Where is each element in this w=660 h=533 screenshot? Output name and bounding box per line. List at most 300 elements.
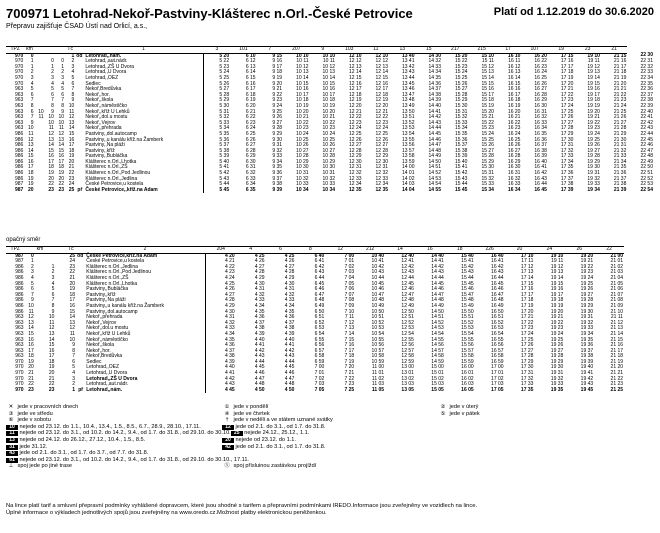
departure-time: 17 18 xyxy=(560,69,574,76)
departure-time: 17 01 xyxy=(491,370,504,377)
column-header: 8 xyxy=(295,247,325,254)
km-value: 5 xyxy=(72,364,76,371)
departure-time: 16 00 xyxy=(461,364,474,371)
departure-flag: př xyxy=(77,186,83,193)
tariff-zone: 963 xyxy=(15,325,24,332)
departure-time: 10 24 xyxy=(322,130,336,137)
departure-time: 12 28 xyxy=(375,147,389,154)
departure-time: 21 10 xyxy=(610,308,624,315)
column-header: TPZ xyxy=(6,47,24,54)
departure-time: 9 38 xyxy=(272,181,283,188)
departure-time: 5 38 xyxy=(219,147,230,154)
stop-name: Klášterec n.Orl.,Pod Jedlinou xyxy=(83,171,203,177)
departure-time: 14 40 xyxy=(428,102,441,109)
departure-time: 6 47 xyxy=(314,291,325,298)
departure-time: 15 30 xyxy=(454,102,468,109)
departure-time: 17 29 xyxy=(560,130,574,137)
departure-time: 19 35 xyxy=(580,336,594,343)
km-value: 4 xyxy=(31,274,34,281)
stop-name: Nekoř,,hor. xyxy=(83,93,203,99)
departure-time: 14 57 xyxy=(431,347,444,354)
departure-time: 4 34 xyxy=(254,302,265,309)
departure-time: 6 20 xyxy=(245,102,256,109)
legend-item xyxy=(222,463,438,470)
column-header xyxy=(55,47,65,54)
departure-time: 17 33 xyxy=(520,381,534,388)
inbound-timetable xyxy=(6,246,654,393)
departure-time: 6 45 xyxy=(314,280,325,287)
km-value: 6 xyxy=(30,108,34,115)
km-value: 10 xyxy=(69,336,76,343)
tariff-zone: 986 xyxy=(14,142,24,149)
departure-time: 7 21 xyxy=(344,370,355,377)
departure-time: 14 37 xyxy=(428,86,441,93)
departure-time: 10 57 xyxy=(371,347,385,354)
legend-text: jede od 2.1. do 3.1., od 1.7. do 31.8. xyxy=(234,443,326,450)
legend-symbol: ④ xyxy=(224,410,230,417)
departure-time: 7 07 xyxy=(344,291,355,298)
departure-time: 12 43 xyxy=(401,269,414,276)
departure-time: 19 10 xyxy=(587,52,600,59)
departure-time: 14 59 xyxy=(431,358,444,365)
departure-time: 21 24 xyxy=(613,102,627,109)
column-header: 217 xyxy=(442,47,468,54)
departure-time: 5 22 xyxy=(219,58,230,65)
km-value: 23 xyxy=(68,175,75,182)
departure-time: 12 40 xyxy=(401,252,414,259)
departure-time: 6 55 xyxy=(314,336,325,343)
km-value: 6 xyxy=(51,91,54,98)
tariff-zone: 986 xyxy=(14,175,24,182)
departure-time: 17 39 xyxy=(560,186,574,193)
departure-time: 10 23 xyxy=(322,125,336,132)
km-value: 17 xyxy=(69,297,76,304)
column-header: 26 xyxy=(564,247,594,254)
departure-time: 6 26 xyxy=(245,136,256,143)
departure-time: 15 21 xyxy=(481,114,494,121)
departure-time: 22 52 xyxy=(640,175,653,182)
km-value: 23 xyxy=(28,386,34,393)
km-value: 19 xyxy=(28,358,34,365)
departure-time: 15 17 xyxy=(481,91,494,98)
tariff-zone: 986 xyxy=(15,286,24,293)
departure-time: 17 23 xyxy=(560,97,574,104)
stop-name: Letohrad,,aut.nádr. xyxy=(83,59,203,65)
departure-time: 12 25 xyxy=(349,130,362,137)
stop-name: Klášterec n.Orl.,ZŠ xyxy=(83,165,203,171)
departure-time: 19 16 xyxy=(587,86,600,93)
departure-time: 10 17 xyxy=(296,91,309,98)
departure-time: 12 15 xyxy=(349,74,362,81)
departure-time: 9 33 xyxy=(272,153,283,160)
departure-time: 16 28 xyxy=(534,91,547,98)
departure-time: 9 16 xyxy=(272,58,283,65)
departure-time: 15 37 xyxy=(454,142,468,149)
departure-time: 10 21 xyxy=(296,114,309,121)
tariff-zone: 986 xyxy=(14,153,24,160)
departure-time: 12 46 xyxy=(401,286,414,293)
departure-time: 13 53 xyxy=(401,125,415,132)
km-value: 20 xyxy=(28,364,34,371)
departure-time: 12 10 xyxy=(349,52,362,59)
departure-time: 10 14 xyxy=(296,74,309,81)
km-value: 24 xyxy=(68,181,75,188)
km-value: 10 xyxy=(38,108,44,115)
departure-time: 17 31 xyxy=(560,142,574,149)
departure-time: 21 15 xyxy=(613,52,627,59)
departure-time: 16 41 xyxy=(534,164,547,171)
validity-period: Platí od 1.12.2019 do 30.6.2020 xyxy=(493,6,654,18)
tariff-zone: 970 xyxy=(14,52,24,59)
departure-time: 4 32 xyxy=(224,319,235,326)
departure-time: 12 47 xyxy=(401,291,414,298)
stop-name: Pastviny,,kříž xyxy=(84,293,206,299)
km-value: 9 xyxy=(31,297,34,304)
departure-time: 16 03 xyxy=(461,381,474,388)
departure-time: 12 12 xyxy=(349,58,362,65)
legend-item xyxy=(438,444,654,451)
km-value: 1 xyxy=(31,258,34,265)
departure-time: 4 46 xyxy=(254,370,265,377)
departure-time: 19 29 xyxy=(580,302,594,309)
departure-time: 19 30 xyxy=(580,308,594,315)
departure-time: 4 42 xyxy=(254,347,265,354)
km-value: 11 xyxy=(38,114,44,121)
departure-time: 21 12 xyxy=(610,319,624,326)
departure-time: 10 27 xyxy=(322,147,336,154)
departure-time: 12 26 xyxy=(375,136,389,143)
departure-time: 4 41 xyxy=(254,342,265,349)
departure-time: 6 53 xyxy=(314,325,325,332)
legend-symbol: 20 xyxy=(222,438,234,443)
stop-name: Nekoř,,dol.u mostu xyxy=(84,326,206,332)
departure-time: 21 25 xyxy=(613,108,627,115)
departure-time: 19 24 xyxy=(580,274,594,281)
departure-time: 4 44 xyxy=(254,358,265,365)
departure-time: 15 26 xyxy=(454,80,468,87)
departure-time: 15 19 xyxy=(481,102,494,109)
departure-time: 5 27 xyxy=(219,86,230,93)
departure-flag: př xyxy=(78,386,84,393)
km-value: 10 xyxy=(48,114,54,121)
departure-time: 14 43 xyxy=(431,269,444,276)
departure-time: 6 41 xyxy=(314,258,325,265)
departure-time: 9 24 xyxy=(272,102,283,109)
departure-time: 17 15 xyxy=(520,280,534,287)
km-value: 3 xyxy=(30,74,34,81)
tariff-zone: 963 xyxy=(15,314,24,321)
departure-time: 22 42 xyxy=(640,119,653,126)
departure-time: 21 22 xyxy=(610,375,624,382)
departure-time: 10 53 xyxy=(371,325,385,332)
legend-symbol: 13 xyxy=(6,438,18,443)
departure-time: 13 40 xyxy=(401,52,415,59)
km-value: 4 xyxy=(51,280,55,287)
tariff-zone: 986 xyxy=(15,274,24,281)
departure-time: 13 43 xyxy=(401,69,415,76)
timetable-header xyxy=(6,6,654,30)
departure-time: 22 41 xyxy=(640,114,653,121)
departure-time: 6 57 xyxy=(314,347,325,354)
km-value: 2 xyxy=(51,69,54,76)
departure-time: 7 13 xyxy=(344,325,355,332)
departure-time: 14 56 xyxy=(431,342,444,349)
departure-time: 17 30 xyxy=(560,136,574,143)
departure-time: 4 28 xyxy=(254,269,265,276)
legend-text: jede od 2.1. do 3.1., od 1.7. do 3.7., od 7.7. do 31.8. xyxy=(18,450,149,457)
departure-time: 17 14 xyxy=(520,274,534,281)
departure-time: 12 31 xyxy=(375,164,389,171)
tariff-zone: 986 xyxy=(14,170,24,177)
departure-time: 15 03 xyxy=(431,381,444,388)
departure-time: 5 32 xyxy=(219,114,230,121)
departure-time: 21 25 xyxy=(610,386,624,393)
departure-time: 14 53 xyxy=(428,175,441,182)
departure-time: 4 27 xyxy=(284,263,295,270)
departure-time: 16 30 xyxy=(507,164,521,171)
departure-time: 6 16 xyxy=(245,80,256,87)
departure-time: 22 36 xyxy=(640,86,653,93)
departure-time: 14 58 xyxy=(431,353,444,360)
departure-time: 14 47 xyxy=(428,142,441,149)
km-value: 10 xyxy=(58,119,65,126)
departure-time: 10 16 xyxy=(322,86,336,93)
legend-item xyxy=(222,450,438,457)
departure-time: 15 11 xyxy=(481,58,494,65)
column-header: 22 xyxy=(594,247,624,254)
departure-time: 19 22 xyxy=(587,119,600,126)
km-value: 16 xyxy=(28,342,34,349)
departure-time: 21 38 xyxy=(613,181,627,188)
km-value: 15 xyxy=(69,308,76,315)
departure-time: 12 25 xyxy=(375,130,389,137)
departure-time: 5 34 xyxy=(219,125,230,132)
departure-time: 16 43 xyxy=(534,175,547,182)
departure-time: 9 37 xyxy=(272,175,283,182)
departure-time: 4 37 xyxy=(224,347,235,354)
departure-time: 15 46 xyxy=(461,286,474,293)
departure-time: 21 03 xyxy=(610,269,624,276)
stop-name: Nekoř,,kříž U Lehků xyxy=(83,110,203,116)
stop-name: Letohrad,,nám. xyxy=(84,388,206,394)
departure-time: 12 35 xyxy=(349,186,362,193)
km-value: 9 xyxy=(51,108,54,115)
departure-time: 17 35 xyxy=(520,386,534,393)
departure-time: 10 28 xyxy=(296,153,309,160)
departure-time: 5 28 xyxy=(219,91,230,98)
km-value: 18 xyxy=(48,164,54,171)
departure-time: 19 36 xyxy=(580,342,594,349)
column-header: 226 xyxy=(475,247,505,254)
km-value: 23 xyxy=(69,263,76,270)
stop-name: Pastviny,,kříž xyxy=(83,149,203,155)
departure-time: 15 22 xyxy=(454,58,468,65)
tariff-zone: 970 xyxy=(15,370,24,377)
legend-row xyxy=(6,424,654,431)
tariff-zone: 963 xyxy=(15,353,24,360)
departure-time: 15 51 xyxy=(461,314,474,321)
legend-item xyxy=(222,444,438,451)
departure-time: 17 31 xyxy=(520,370,534,377)
departure-time: 14 54 xyxy=(428,181,441,188)
departure-time: 4 26 xyxy=(284,258,295,265)
departure-time: 19 21 xyxy=(550,314,564,321)
departure-time: 10 56 xyxy=(371,342,385,349)
departure-time: 19 12 xyxy=(587,63,600,70)
km-value: 9 xyxy=(30,119,34,126)
km-value: 7 xyxy=(51,297,55,304)
departure-time: 6 27 xyxy=(245,142,256,149)
departure-time: 7 02 xyxy=(314,375,325,382)
legend-item xyxy=(438,411,654,418)
departure-time: 12 23 xyxy=(375,119,389,126)
departure-time: 16 45 xyxy=(491,280,504,287)
column-header: 3 xyxy=(204,47,230,54)
column-header: 20 xyxy=(505,247,535,254)
departure-time: 10 16 xyxy=(296,86,309,93)
departure-time: 14 42 xyxy=(431,263,444,270)
stop-name: Klášterec n.Orl.,ZŠ xyxy=(84,276,206,282)
km-value: 16 xyxy=(48,153,54,160)
departure-time: 19 32 xyxy=(580,319,594,326)
departure-time: 16 42 xyxy=(534,170,547,177)
departure-time: 21 31 xyxy=(613,142,627,149)
km-value: 18 xyxy=(68,147,75,154)
departure-time: 15 57 xyxy=(461,347,474,354)
departure-time: 15 13 xyxy=(481,69,494,76)
tariff-zone: 986 xyxy=(15,297,24,304)
km-value: 11 xyxy=(28,308,34,315)
departure-time: 15 34 xyxy=(481,186,494,193)
departure-time: 9 17 xyxy=(272,63,283,70)
stop-name: Letohrad,,aut.nádr. xyxy=(84,382,206,388)
note-tariff: Na lince platí tarif a smluvní přepravní podmínky vyhlášené dopravcem, které jsou shodné s tarifem a přepravními podmínkami IREDO.Informace jsou zveřejněny ve vozidlech na lince. xyxy=(6,503,478,509)
departure-time: 7 09 xyxy=(344,302,355,309)
departure-time: 21 23 xyxy=(610,381,624,388)
departure-time: 9 19 xyxy=(272,74,283,81)
departure-time: 14 55 xyxy=(428,186,441,193)
tariff-zone: 987 xyxy=(15,252,24,259)
km-value: 8 xyxy=(51,102,54,109)
departure-time: 4 28 xyxy=(284,269,295,276)
departure-time: 4 21 xyxy=(224,258,235,265)
km-value: 0 xyxy=(61,58,65,65)
stop-name: České Petrovice,u kostela xyxy=(83,182,203,188)
outbound-timetable xyxy=(6,46,654,193)
departure-time: 9 34 xyxy=(272,158,283,165)
departure-time: 19 22 xyxy=(550,319,564,326)
column-header: 23 xyxy=(574,47,600,54)
km-value: 15 xyxy=(28,330,34,337)
stop-name: České Petrovice,kříž.na Adam xyxy=(84,253,206,259)
km-value xyxy=(35,388,45,394)
departure-time: 15 14 xyxy=(481,74,494,81)
departure-time: 13 56 xyxy=(401,142,415,149)
column-header: 15 xyxy=(416,47,442,54)
departure-time: 6 13 xyxy=(245,63,256,70)
departure-time: 15 00 xyxy=(431,364,444,371)
departure-time: 15 39 xyxy=(454,153,468,160)
stop-name: Nekoř,,škola xyxy=(84,343,206,349)
legend-text: spoj přísluinou zastávkou projíždí xyxy=(232,463,317,470)
stop-name: Nekoř,,škola xyxy=(83,98,203,104)
departure-time: 12 52 xyxy=(401,319,414,326)
km-value: 21 xyxy=(28,375,34,382)
departure-time: 13 50 xyxy=(401,108,415,115)
km-value: 2 xyxy=(61,69,65,76)
departure-time: 12 49 xyxy=(401,302,414,309)
departure-time: 17 18 xyxy=(520,297,534,304)
inbound-title: opačný směr xyxy=(6,237,41,243)
km-value: 15 xyxy=(48,342,55,349)
departure-time: 5 37 xyxy=(219,142,230,149)
table-row xyxy=(6,388,654,394)
departure-time: 6 12 xyxy=(245,58,256,65)
km-value: 5 xyxy=(31,280,34,287)
stop-name: Pastviny,,Bubláčka xyxy=(83,154,203,160)
departure-time: 21 15 xyxy=(610,336,624,343)
departure-time: 16 19 xyxy=(507,102,521,109)
column-header: 9 xyxy=(310,47,336,54)
departure-time: 10 55 xyxy=(371,336,385,343)
departure-time: 19 34 xyxy=(587,186,600,193)
km-value: 3 xyxy=(61,74,65,81)
departure-time: 22 49 xyxy=(640,158,653,165)
departure-time: 15 45 xyxy=(454,186,468,193)
departure-time: 15 18 xyxy=(481,97,494,104)
km-value: 4 xyxy=(51,80,54,87)
departure-time: 4 35 xyxy=(224,336,235,343)
departure-time: 14 40 xyxy=(431,252,444,259)
column-header xyxy=(45,247,55,254)
legend-item xyxy=(438,424,654,431)
departure-time: 15 59 xyxy=(461,358,474,365)
km-value: 1 xyxy=(51,63,54,70)
km-value: 8 xyxy=(61,102,65,109)
departure-time: 10 51 xyxy=(371,314,385,321)
departure-time: 7 19 xyxy=(344,358,355,365)
departure-time: 19 29 xyxy=(587,158,600,165)
departure-time: 10 17 xyxy=(322,91,336,98)
departure-time: 12 15 xyxy=(375,74,389,81)
km-value: 16 xyxy=(48,347,55,354)
legend-row xyxy=(6,450,654,457)
departure-time: 17 32 xyxy=(520,375,534,382)
departure-time: 6 50 xyxy=(314,308,325,315)
departure-time: 5 29 xyxy=(219,97,230,104)
departure-time: 12 32 xyxy=(349,170,362,177)
departure-time: 22 39 xyxy=(640,102,653,109)
km-value: 6 xyxy=(71,80,75,87)
km-value: 12 xyxy=(27,136,34,143)
departure-time: 12 29 xyxy=(349,153,362,160)
departure-time: 6 42 xyxy=(314,263,325,270)
departure-time: 19 28 xyxy=(550,353,564,360)
departure-time: 9 36 xyxy=(272,170,283,177)
departure-time: 14 03 xyxy=(401,181,415,188)
legend-symbol: 11 xyxy=(6,431,18,436)
departure-time: 16 31 xyxy=(534,108,547,115)
departure-time: 12 26 xyxy=(349,136,362,143)
departure-time: 16 39 xyxy=(534,153,547,160)
departure-time: 7 03 xyxy=(344,269,355,276)
km-value: 21 xyxy=(48,375,55,382)
departure-time: 4 30 xyxy=(254,280,265,287)
departure-time: 19 30 xyxy=(587,164,600,171)
departure-time: 19 38 xyxy=(580,353,594,360)
departure-time: 5 26 xyxy=(219,80,230,87)
km-value: 4 xyxy=(71,69,75,76)
